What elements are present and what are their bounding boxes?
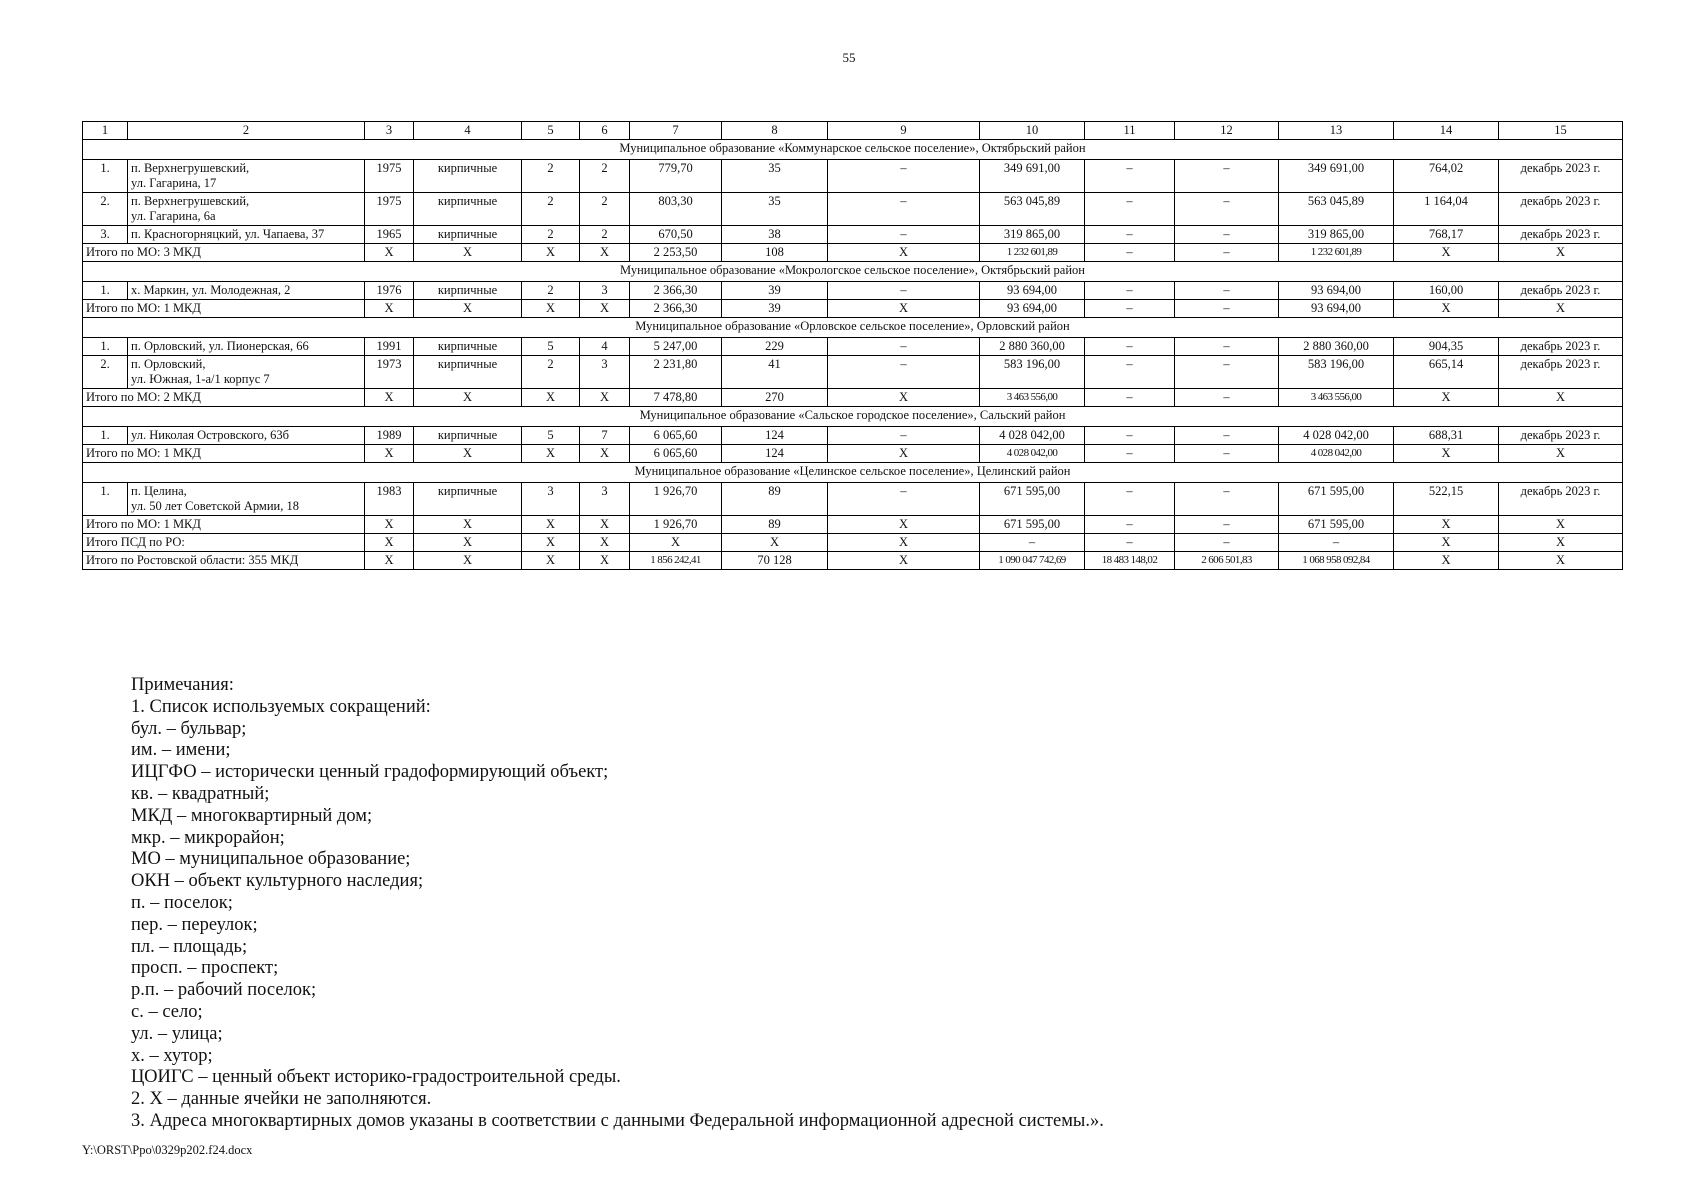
section-title: Муниципальное образование «Мокрологское сельское поселение», Октябрьский район	[83, 262, 1623, 282]
table-cell: 3	[580, 282, 630, 300]
table-cell: 665,14	[1394, 356, 1499, 389]
column-number: 6	[580, 122, 630, 140]
table-cell: 2	[522, 282, 580, 300]
total-cell: 671 595,00	[1279, 516, 1394, 534]
table-cell: 2 231,80	[630, 356, 722, 389]
table-cell: кирпичные	[414, 356, 522, 389]
table-cell: кирпичные	[414, 483, 522, 516]
table-cell: 5	[522, 338, 580, 356]
table-cell: –	[1085, 282, 1175, 300]
section-total-row	[83, 445, 1623, 463]
total-cell: X	[522, 300, 580, 318]
table-cell: 7	[580, 427, 630, 445]
note-line: х. – хутор;	[131, 1045, 213, 1066]
table-cell: 4	[580, 338, 630, 356]
table-row	[83, 338, 1623, 356]
table-cell: –	[1085, 427, 1175, 445]
table-cell: 349 691,00	[1279, 160, 1394, 193]
table-cell: 93 694,00	[980, 282, 1085, 300]
total-cell: X	[522, 445, 580, 463]
table-cell: 522,15	[1394, 483, 1499, 516]
total-cell: X	[1499, 389, 1623, 407]
total-cell: X	[414, 552, 522, 570]
section-title-row	[83, 318, 1623, 338]
address-cell: п. Орловский, ул. Южная, 1-а/1 корпус 7	[128, 356, 365, 389]
section-total-row	[83, 300, 1623, 318]
total-cell: 6 065,60	[630, 445, 722, 463]
table-cell: 1975	[365, 193, 414, 226]
total-cell: 7 478,80	[630, 389, 722, 407]
table-cell: 160,00	[1394, 282, 1499, 300]
section-title-row	[83, 262, 1623, 282]
grand-total-row	[83, 552, 1623, 570]
table-cell: 4 028 042,00	[980, 427, 1085, 445]
total-cell: 2 253,50	[630, 244, 722, 262]
total-cell: X	[1394, 244, 1499, 262]
total-cell: X	[365, 516, 414, 534]
note-line: 1. Список используемых сокращений:	[131, 696, 431, 717]
total-cell: 1 090 047 742,69	[980, 552, 1085, 570]
table-cell: 5	[522, 427, 580, 445]
section-title-row	[83, 140, 1623, 160]
note-line: ОКН – объект культурного наследия;	[131, 871, 424, 892]
total-cell: X	[580, 516, 630, 534]
address-cell: п. Верхнегрушевский, ул. Гагарина, 6а	[128, 193, 365, 226]
total-cell: 1 856 242,41	[630, 552, 722, 570]
total-cell: X	[1499, 534, 1623, 552]
row-number: 1.	[83, 483, 128, 516]
column-number: 3	[365, 122, 414, 140]
total-cell: 1 068 958 092,84	[1279, 552, 1394, 570]
total-cell: –	[1085, 534, 1175, 552]
table-cell: 2 880 360,00	[1279, 338, 1394, 356]
table-cell: 583 196,00	[1279, 356, 1394, 389]
table-cell: 2 880 360,00	[980, 338, 1085, 356]
note-line: им. – имени;	[131, 740, 231, 761]
table-cell: –	[1175, 282, 1279, 300]
section-total-row	[83, 244, 1623, 262]
row-number: 2.	[83, 193, 128, 226]
column-number: 14	[1394, 122, 1499, 140]
total-cell: X	[414, 516, 522, 534]
table-cell: –	[1085, 338, 1175, 356]
table-cell: 3	[580, 483, 630, 516]
total-cell: X	[522, 389, 580, 407]
total-cell: 1 232 601,89	[980, 244, 1085, 262]
total-label: Итого по МО: 1 МКД	[83, 300, 365, 318]
table-cell: декабрь 2023 г.	[1499, 356, 1623, 389]
table-cell: 779,70	[630, 160, 722, 193]
total-cell: X	[365, 534, 414, 552]
table-cell: 1 164,04	[1394, 193, 1499, 226]
notes-block	[131, 675, 1104, 1133]
table-row	[83, 226, 1623, 244]
table-cell: 764,02	[1394, 160, 1499, 193]
column-number: 10	[980, 122, 1085, 140]
total-cell: X	[1499, 552, 1623, 570]
address-cell: п. Целина, ул. 50 лет Советской Армии, 18	[128, 483, 365, 516]
total-cell: 4 028 042,00	[980, 445, 1085, 463]
total-cell: X	[1394, 445, 1499, 463]
table-cell: декабрь 2023 г.	[1499, 483, 1623, 516]
total-cell: –	[1085, 244, 1175, 262]
table-cell: 1983	[365, 483, 414, 516]
total-cell: 124	[722, 445, 828, 463]
table-cell: 93 694,00	[1279, 282, 1394, 300]
total-cell: X	[580, 300, 630, 318]
table-cell: 688,31	[1394, 427, 1499, 445]
total-cell: X	[1499, 516, 1623, 534]
total-cell: –	[980, 534, 1085, 552]
total-cell: X	[1394, 389, 1499, 407]
table-cell: 39	[722, 282, 828, 300]
table-cell: декабрь 2023 г.	[1499, 427, 1623, 445]
total-cell: –	[1175, 300, 1279, 318]
table-cell: –	[1085, 356, 1175, 389]
section-title-row	[83, 463, 1623, 483]
total-cell: X	[828, 244, 980, 262]
table-cell: 2	[522, 160, 580, 193]
note-line: ЦОИГС – ценный объект историко-градостроительной среды.	[131, 1067, 621, 1088]
row-number: 3.	[83, 226, 128, 244]
table-cell: 904,35	[1394, 338, 1499, 356]
total-cell: –	[1175, 389, 1279, 407]
grand-total-row	[83, 534, 1623, 552]
total-cell: X	[414, 389, 522, 407]
table-cell: –	[1175, 193, 1279, 226]
table-row	[83, 356, 1623, 389]
total-cell: X	[414, 244, 522, 262]
address-cell: п. Красногорняцкий, ул. Чапаева, 37	[128, 226, 365, 244]
table-cell: 2	[580, 226, 630, 244]
table-cell: –	[1175, 427, 1279, 445]
table-cell: 319 865,00	[980, 226, 1085, 244]
total-cell: –	[1085, 389, 1175, 407]
table-row	[83, 427, 1623, 445]
total-cell: –	[1175, 445, 1279, 463]
table-row	[83, 193, 1623, 226]
table-cell: декабрь 2023 г.	[1499, 226, 1623, 244]
section-total-row	[83, 389, 1623, 407]
table-cell: 583 196,00	[980, 356, 1085, 389]
note-line: Примечания:	[131, 675, 234, 695]
table-cell: кирпичные	[414, 427, 522, 445]
total-label: Итого ПСД по РО:	[83, 534, 365, 552]
table-cell: 38	[722, 226, 828, 244]
note-line: мкр. – микрорайон;	[131, 827, 285, 848]
total-cell: X	[580, 244, 630, 262]
total-cell: X	[414, 534, 522, 552]
table-cell: 319 865,00	[1279, 226, 1394, 244]
column-number: 2	[128, 122, 365, 140]
total-cell: X	[365, 244, 414, 262]
table-cell: 41	[722, 356, 828, 389]
housing-repair-table	[82, 121, 1623, 570]
table-cell: –	[828, 282, 980, 300]
row-number: 1.	[83, 338, 128, 356]
total-label: Итого по МО: 3 МКД	[83, 244, 365, 262]
total-cell: 39	[722, 300, 828, 318]
total-cell: X	[722, 534, 828, 552]
total-cell: 270	[722, 389, 828, 407]
total-cell: X	[630, 534, 722, 552]
address-cell: п. Орловский, ул. Пионерская, 66	[128, 338, 365, 356]
total-cell: X	[828, 552, 980, 570]
total-cell: 671 595,00	[980, 516, 1085, 534]
total-label: Итого по Ростовской области: 355 МКД	[83, 552, 365, 570]
total-cell: X	[522, 534, 580, 552]
row-number: 1.	[83, 282, 128, 300]
total-cell: X	[522, 552, 580, 570]
table-cell: 349 691,00	[980, 160, 1085, 193]
row-number: 1.	[83, 427, 128, 445]
note-line: бул. – бульвар;	[131, 718, 247, 739]
total-cell: X	[828, 389, 980, 407]
total-cell: 3 463 556,00	[1279, 389, 1394, 407]
total-cell: 89	[722, 516, 828, 534]
note-line: с. – село;	[131, 1001, 203, 1022]
table-cell: декабрь 2023 г.	[1499, 193, 1623, 226]
table-cell: 1973	[365, 356, 414, 389]
table-cell: –	[1175, 338, 1279, 356]
column-number: 13	[1279, 122, 1394, 140]
table-cell: 3	[522, 483, 580, 516]
total-label: Итого по МО: 1 МКД	[83, 516, 365, 534]
table-cell: –	[1085, 160, 1175, 193]
total-cell: –	[1175, 244, 1279, 262]
total-cell: X	[828, 445, 980, 463]
table-cell: кирпичные	[414, 193, 522, 226]
row-number: 1.	[83, 160, 128, 193]
total-cell: 1 926,70	[630, 516, 722, 534]
note-line: МКД – многоквартирный дом;	[131, 805, 373, 826]
table-row	[83, 483, 1623, 516]
table-cell: –	[828, 356, 980, 389]
section-title: Муниципальное образование «Орловское сельское поселение», Орловский район	[83, 318, 1623, 338]
column-number-row	[83, 122, 1623, 140]
total-cell: 93 694,00	[1279, 300, 1394, 318]
table-cell: –	[1175, 226, 1279, 244]
table-cell: 124	[722, 427, 828, 445]
total-cell: 1 232 601,89	[1279, 244, 1394, 262]
total-cell: –	[1279, 534, 1394, 552]
total-cell: X	[828, 534, 980, 552]
total-label: Итого по МО: 1 МКД	[83, 445, 365, 463]
table-cell: 2	[522, 356, 580, 389]
table-cell: 1975	[365, 160, 414, 193]
table-cell: –	[1175, 160, 1279, 193]
table-cell: –	[1175, 356, 1279, 389]
total-cell: 108	[722, 244, 828, 262]
table-cell: 2	[580, 193, 630, 226]
total-cell: 2 366,30	[630, 300, 722, 318]
total-cell: X	[580, 445, 630, 463]
address-cell: п. Верхнегрушевский, ул. Гагарина, 17	[128, 160, 365, 193]
table-cell: 5 247,00	[630, 338, 722, 356]
table-cell: –	[828, 427, 980, 445]
table-cell: 3	[580, 356, 630, 389]
section-title-row	[83, 407, 1623, 427]
table-cell: декабрь 2023 г.	[1499, 282, 1623, 300]
table-cell: 89	[722, 483, 828, 516]
total-cell: X	[414, 445, 522, 463]
table-cell: –	[1085, 193, 1175, 226]
table-cell: 35	[722, 160, 828, 193]
table-cell: кирпичные	[414, 226, 522, 244]
total-cell: –	[1085, 445, 1175, 463]
table-cell: 1989	[365, 427, 414, 445]
table-cell: –	[828, 338, 980, 356]
table-cell: 1991	[365, 338, 414, 356]
total-cell: X	[365, 445, 414, 463]
table-cell: кирпичные	[414, 160, 522, 193]
table-cell: –	[828, 160, 980, 193]
page-number: 55	[842, 50, 856, 65]
table-cell: 35	[722, 193, 828, 226]
column-number: 11	[1085, 122, 1175, 140]
total-cell: X	[580, 389, 630, 407]
table-cell: 670,50	[630, 226, 722, 244]
column-number: 9	[828, 122, 980, 140]
table-cell: 1 926,70	[630, 483, 722, 516]
table-cell: 2	[522, 226, 580, 244]
total-cell: 3 463 556,00	[980, 389, 1085, 407]
note-line: кв. – квадратный;	[131, 783, 270, 804]
total-cell: X	[1394, 300, 1499, 318]
table-cell: –	[828, 193, 980, 226]
table-cell: кирпичные	[414, 338, 522, 356]
section-title: Муниципальное образование «Коммунарское сельское поселение», Октябрьский район	[83, 140, 1623, 160]
total-cell: X	[522, 244, 580, 262]
note-line: пл. – площадь;	[131, 936, 248, 957]
note-line: 3. Адреса многоквартирных домов указаны в соответствии с данными Федеральной информационной адресной системы.».	[131, 1110, 1104, 1131]
table-cell: 1965	[365, 226, 414, 244]
table-cell: декабрь 2023 г.	[1499, 338, 1623, 356]
table-cell: –	[828, 483, 980, 516]
total-cell: 18 483 148,02	[1085, 552, 1175, 570]
total-cell: X	[365, 552, 414, 570]
total-cell: X	[1499, 244, 1623, 262]
column-number: 5	[522, 122, 580, 140]
total-cell: X	[365, 300, 414, 318]
table-cell: 2 366,30	[630, 282, 722, 300]
note-line: пер. – переулок;	[131, 914, 258, 935]
table-cell: 563 045,89	[1279, 193, 1394, 226]
table-body	[83, 122, 1623, 570]
total-cell: –	[1175, 534, 1279, 552]
table-cell: 671 595,00	[1279, 483, 1394, 516]
column-number: 7	[630, 122, 722, 140]
table-cell: 6 065,60	[630, 427, 722, 445]
address-cell: ул. Николая Островского, 63б	[128, 427, 365, 445]
total-cell: X	[1394, 534, 1499, 552]
total-cell: 70 128	[722, 552, 828, 570]
column-number: 12	[1175, 122, 1279, 140]
total-cell: X	[414, 300, 522, 318]
note-line: ИЦГФО – исторически ценный градоформирующий объект;	[131, 762, 609, 783]
note-line: просп. – проспект;	[131, 958, 279, 979]
column-number: 8	[722, 122, 828, 140]
address-cell: х. Маркин, ул. Молодежная, 2	[128, 282, 365, 300]
total-cell: X	[828, 516, 980, 534]
table-cell: кирпичные	[414, 282, 522, 300]
total-cell: –	[1085, 300, 1175, 318]
table-cell: –	[828, 226, 980, 244]
total-cell: X	[1499, 445, 1623, 463]
column-number: 1	[83, 122, 128, 140]
total-cell: X	[1394, 516, 1499, 534]
table-cell: 4 028 042,00	[1279, 427, 1394, 445]
note-line: п. – поселок;	[131, 892, 233, 913]
note-line: р.п. – рабочий поселок;	[131, 980, 317, 1001]
table-cell: декабрь 2023 г.	[1499, 160, 1623, 193]
total-cell: X	[1394, 552, 1499, 570]
total-cell: 4 028 042,00	[1279, 445, 1394, 463]
total-cell: X	[828, 300, 980, 318]
note-line: МО – муниципальное образование;	[131, 849, 411, 870]
total-cell: X	[1499, 300, 1623, 318]
table-row	[83, 160, 1623, 193]
row-number: 2.	[83, 356, 128, 389]
column-number: 4	[414, 122, 522, 140]
total-cell: X	[580, 534, 630, 552]
note-line: 2. X – данные ячейки не заполняются.	[131, 1089, 432, 1110]
total-cell: X	[580, 552, 630, 570]
table-row	[83, 282, 1623, 300]
table-cell: –	[1085, 483, 1175, 516]
table-cell: –	[1175, 483, 1279, 516]
total-cell: 2 606 501,83	[1175, 552, 1279, 570]
total-cell: X	[365, 389, 414, 407]
section-total-row	[83, 516, 1623, 534]
file-path-footer: Y:\ORST\Ppo\0329p202.f24.docx	[82, 1143, 253, 1157]
table-cell: –	[1085, 226, 1175, 244]
section-title: Муниципальное образование «Целинское сельское поселение», Целинский район	[83, 463, 1623, 483]
total-cell: X	[522, 516, 580, 534]
table-cell: 768,17	[1394, 226, 1499, 244]
table-cell: 803,30	[630, 193, 722, 226]
table-cell: 229	[722, 338, 828, 356]
note-line: ул. – улица;	[131, 1023, 223, 1044]
section-title: Муниципальное образование «Сальское городское поселение», Сальский район	[83, 407, 1623, 427]
total-cell: –	[1085, 516, 1175, 534]
table-cell: 671 595,00	[980, 483, 1085, 516]
table-cell: 563 045,89	[980, 193, 1085, 226]
column-number: 15	[1499, 122, 1623, 140]
table-cell: 2	[580, 160, 630, 193]
total-cell: –	[1175, 516, 1279, 534]
table-cell: 2	[522, 193, 580, 226]
total-cell: 93 694,00	[980, 300, 1085, 318]
total-label: Итого по МО: 2 МКД	[83, 389, 365, 407]
table-cell: 1976	[365, 282, 414, 300]
